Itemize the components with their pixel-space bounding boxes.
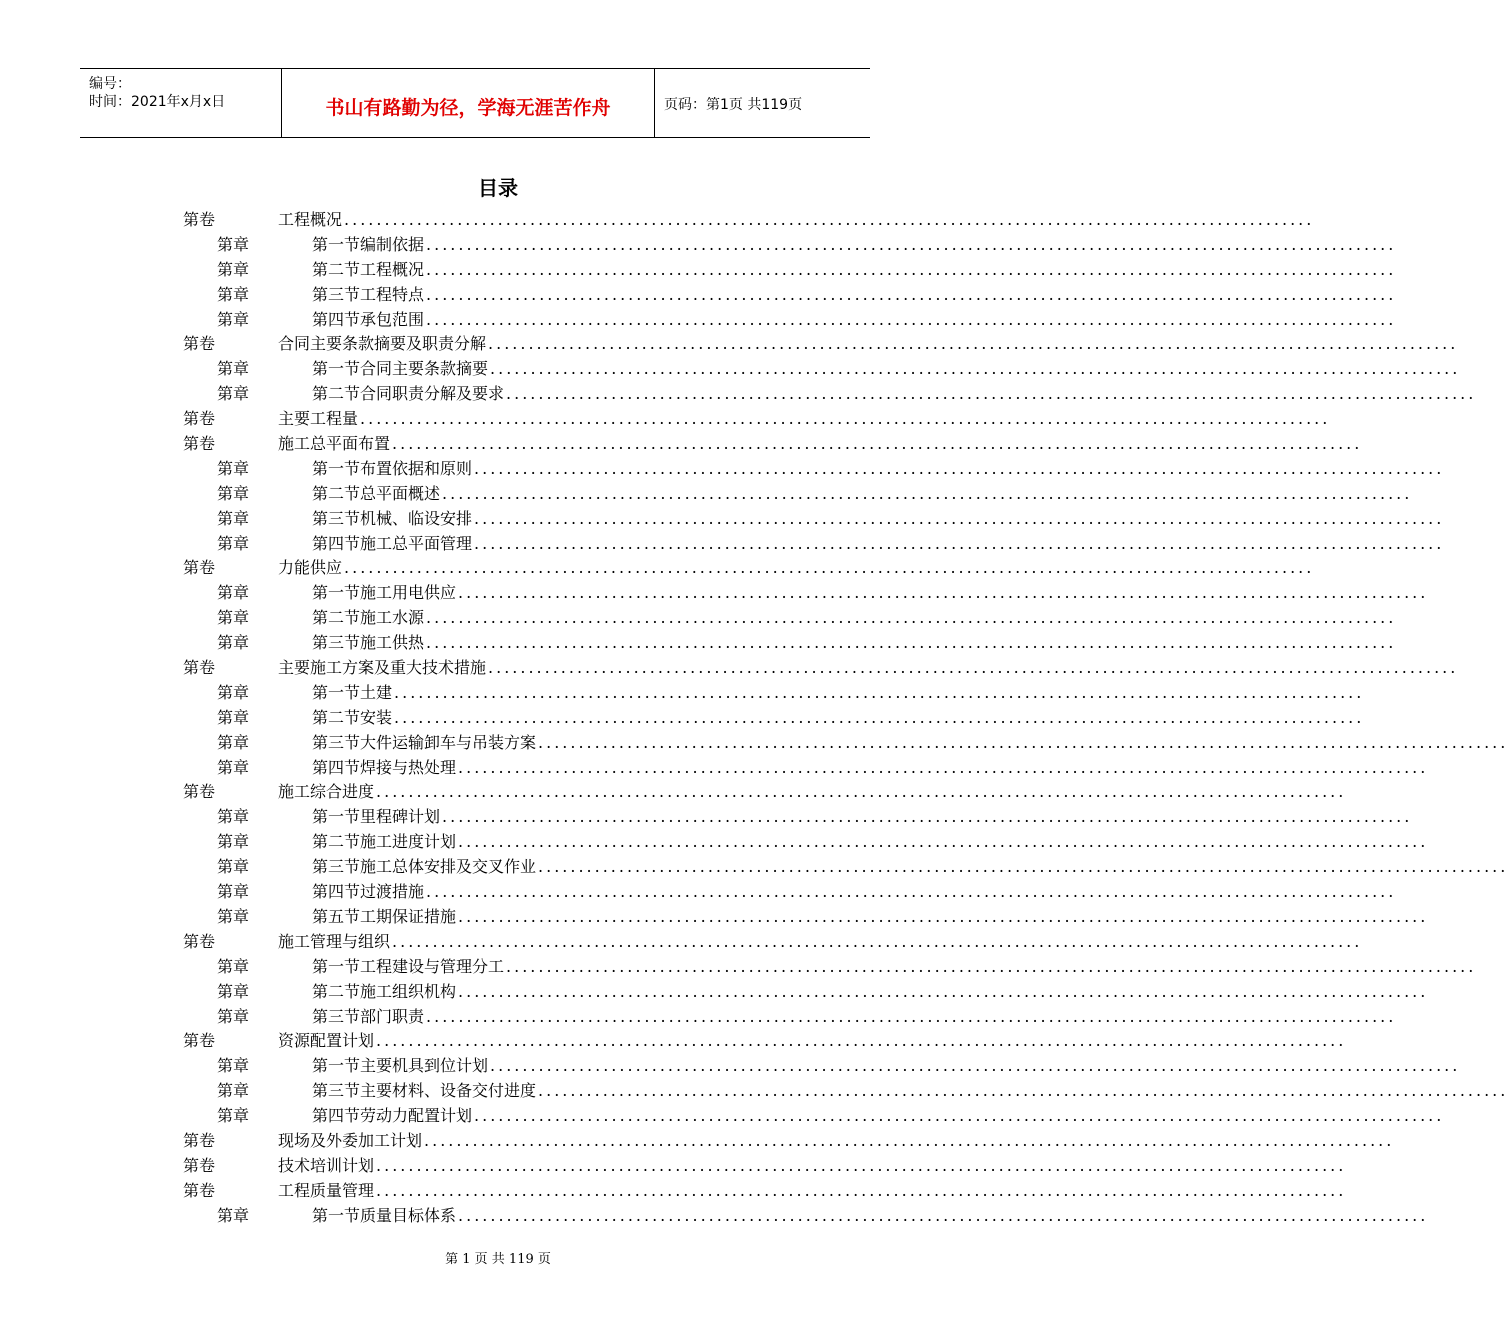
- toc-dot-leader: ........................................................................................................................: [426, 1006, 1397, 1026]
- toc-entry-label: 第卷: [183, 434, 216, 454]
- toc-entry-label: 第章: [217, 458, 250, 478]
- toc-dot-leader: ........................................................................................................................: [426, 234, 1397, 254]
- toc-entry-title: 工程概况: [278, 210, 343, 229]
- toc-chapter-entry[interactable]: [0, 706, 1365, 731]
- toc-entry-title: 第二节施工水源: [312, 608, 425, 628]
- toc-entry-title: 第一节布置依据和原则: [312, 458, 473, 478]
- toc-chapter-entry[interactable]: [0, 1204, 1429, 1229]
- toc-entry-label: 第章: [217, 707, 250, 727]
- toc-entry-label: 第章: [217, 234, 250, 254]
- toc-entry-title: 第三节部门职责: [312, 1006, 425, 1026]
- toc-entry-label: 第章: [217, 309, 250, 329]
- toc-entry-line: [312, 308, 1397, 333]
- toc-entry-label: 第章: [217, 384, 250, 404]
- toc-entry-title: 第三节施工总体安排及交叉作业: [312, 857, 537, 877]
- toc-entry-line: [312, 905, 1429, 930]
- toc-entry-line: [312, 1005, 1397, 1030]
- header-meta: [80, 69, 280, 137]
- toc-dot-leader: ........................................................................................................................: [458, 757, 1429, 777]
- toc-dot-leader: ........................................................................................................................: [458, 1205, 1429, 1225]
- toc-entry-label: 第卷: [183, 658, 216, 678]
- toc-entry-title: 施工总平面布置: [278, 434, 391, 454]
- toc-entry-line: [312, 606, 1397, 631]
- toc-entry-line: [278, 656, 1459, 681]
- toc-chapter-entry[interactable]: [0, 1079, 1508, 1104]
- toc-chapter-entry[interactable]: [0, 233, 1397, 258]
- toc-dot-leader: ........................................................................................................................: [394, 707, 1365, 727]
- toc-entry-label: 第章: [217, 608, 250, 628]
- toc-entry-title: 合同主要条款摘要及职责分解: [278, 334, 487, 354]
- toc-entry-label: 第章: [217, 1205, 250, 1225]
- toc-entry-title: 施工综合进度: [278, 782, 375, 802]
- toc-entry-title: 技术培训计划: [278, 1155, 375, 1175]
- toc-dot-leader: ........................................................................................................................: [474, 533, 1445, 553]
- toc-entry-line: [278, 556, 1315, 581]
- toc-entry-label: 第卷: [183, 1180, 216, 1200]
- toc-entry-line: [312, 1079, 1508, 1104]
- toc-chapter-entry[interactable]: [0, 855, 1508, 880]
- toc-chapter-entry[interactable]: [0, 1005, 1397, 1030]
- date-line: 时间：2021年x月x日: [89, 94, 226, 110]
- toc-entry-title: 第二节施工进度计划: [312, 832, 457, 852]
- toc-dot-leader: ........................................................................................................................: [442, 483, 1413, 503]
- toc-entry-title: 第三节主要材料、设备交付进度: [312, 1081, 537, 1101]
- toc-dot-leader: ........................................................................................................................: [360, 409, 1331, 429]
- toc-entry-line: [312, 1204, 1429, 1229]
- toc-dot-leader: ........................................................................................................................: [424, 1130, 1395, 1150]
- toc-entry-label: 第卷: [183, 334, 216, 354]
- toc-entry-label: 第章: [217, 508, 250, 528]
- toc-entry-line: [312, 756, 1429, 781]
- toc-chapter-entry[interactable]: [0, 756, 1429, 781]
- toc-entry-label: 第章: [217, 757, 250, 777]
- toc-entry-line: [312, 980, 1429, 1005]
- toc-entry-line: [312, 1054, 1461, 1079]
- toc-entry-label: 第章: [217, 1056, 250, 1076]
- toc-entry-title: 第二节安装: [312, 707, 393, 727]
- toc-entry-line: [312, 706, 1365, 731]
- toc-dot-leader: ........................................................................................................................: [474, 508, 1445, 528]
- toc-chapter-entry[interactable]: [0, 482, 1413, 507]
- toc-dot-leader: ........................................................................................................................: [488, 334, 1459, 354]
- toc-dot-leader: ........................................................................................................................: [426, 309, 1397, 329]
- toc-entry-title: 第四节承包范围: [312, 309, 425, 329]
- toc-volume-entry[interactable]: [0, 1129, 1395, 1154]
- toc-volume-entry[interactable]: [0, 1154, 1347, 1179]
- toc-entry-line: [312, 731, 1508, 756]
- toc-chapter-entry[interactable]: [0, 1054, 1461, 1079]
- toc-entry-line: [312, 258, 1397, 283]
- page-footer: 第 1 页 共 119 页: [445, 1252, 551, 1267]
- toc-chapter-entry[interactable]: [0, 631, 1397, 656]
- toc-volume-entry[interactable]: [0, 432, 1363, 457]
- toc-entry-label: 第卷: [183, 1130, 216, 1150]
- toc-dot-leader: ........................................................................................................................: [426, 608, 1397, 628]
- toc-entry-title: 第一节合同主要条款摘要: [312, 359, 489, 379]
- toc-entry-label: 第章: [217, 882, 250, 902]
- toc-entry-label: 第章: [217, 259, 250, 279]
- toc-dot-leader: ........................................................................................................................: [538, 732, 1508, 752]
- toc-entry-label: 第章: [217, 1081, 250, 1101]
- toc-entry-line: [312, 457, 1445, 482]
- toc-chapter-entry[interactable]: [0, 955, 1477, 980]
- toc-entry-label: 第章: [217, 981, 250, 1001]
- toc-dot-leader: ........................................................................................................................: [458, 832, 1429, 852]
- toc-entry-line: [312, 357, 1461, 382]
- toc-entry-line: [312, 1104, 1445, 1129]
- toc-volume-entry[interactable]: [0, 780, 1347, 805]
- toc-volume-entry[interactable]: [0, 656, 1459, 681]
- toc-entry-line: [312, 880, 1397, 905]
- toc-entry-label: 第章: [217, 1106, 250, 1126]
- toc-entry-title: 第四节焊接与热处理: [312, 757, 457, 777]
- toc-dot-leader: ........................................................................................................................: [442, 807, 1413, 827]
- toc-entry-line: [312, 955, 1477, 980]
- toc-entry-title: 第一节施工用电供应: [312, 583, 457, 603]
- toc-dot-leader: ........................................................................................................................: [376, 1180, 1347, 1200]
- toc-chapter-entry[interactable]: [0, 830, 1429, 855]
- toc-chapter-entry[interactable]: [0, 283, 1397, 308]
- toc-chapter-entry[interactable]: [0, 805, 1413, 830]
- toc-title: 目录: [478, 176, 518, 200]
- toc-entry-label: 第章: [217, 533, 250, 553]
- toc-entry-label: 第章: [217, 1006, 250, 1026]
- toc-entry-label: 第卷: [183, 782, 216, 802]
- toc-entry-line: [312, 855, 1508, 880]
- toc-volume-entry[interactable]: [0, 930, 1363, 955]
- toc-entry-title: 施工管理与组织: [278, 931, 391, 951]
- toc-entry-title: 第一节质量目标体系: [312, 1205, 457, 1225]
- toc-entry-label: 第卷: [183, 1031, 216, 1051]
- toc-chapter-entry[interactable]: [0, 357, 1461, 382]
- toc-entry-label: 第章: [217, 857, 250, 877]
- toc-entry-title: 第四节施工总平面管理: [312, 533, 473, 553]
- toc-chapter-entry[interactable]: [0, 606, 1397, 631]
- toc-entry-label: 第章: [217, 284, 250, 304]
- toc-entry-line: [278, 332, 1459, 357]
- toc-dot-leader: ........................................................................................................................: [538, 857, 1508, 877]
- toc-dot-leader: ........................................................................................................................: [344, 558, 1315, 578]
- toc-entry-label: 第章: [217, 583, 250, 603]
- toc-entry-line: [312, 532, 1445, 557]
- toc-entry-title: 力能供应: [278, 558, 343, 578]
- toc-entry-title: 资源配置计划: [278, 1031, 375, 1051]
- toc-dot-leader: ........................................................................................................................: [376, 1155, 1347, 1175]
- toc-entry-line: [278, 1129, 1395, 1154]
- toc-entry-label: 第章: [217, 682, 250, 702]
- toc-entry-label: 第卷: [183, 558, 216, 578]
- toc-entry-line: [278, 432, 1363, 457]
- toc-chapter-entry[interactable]: [0, 382, 1477, 407]
- toc-entry-line: [312, 830, 1429, 855]
- toc-entry-title: 第三节大件运输卸车与吊装方案: [312, 732, 537, 752]
- toc-entry-label: 第章: [217, 633, 250, 653]
- toc-chapter-entry[interactable]: [0, 507, 1445, 532]
- toc-entry-title: 第三节机械、临设安排: [312, 508, 473, 528]
- toc-entry-title: 第三节施工供热: [312, 633, 425, 653]
- toc-volume-entry[interactable]: [0, 208, 1315, 233]
- toc-entry-label: 第卷: [183, 210, 216, 229]
- toc-entry-title: 工程质量管理: [278, 1180, 375, 1200]
- toc-entry-line: [312, 482, 1413, 507]
- toc-entry-line: [278, 930, 1363, 955]
- toc-entry-line: [278, 407, 1331, 432]
- serial-number-label: 编号：: [89, 76, 131, 92]
- toc-entry-title: 第三节工程特点: [312, 284, 425, 304]
- toc-chapter-entry[interactable]: [0, 905, 1429, 930]
- toc-entry-title: 第二节施工组织机构: [312, 981, 457, 1001]
- toc-chapter-entry[interactable]: [0, 308, 1397, 333]
- toc-chapter-entry[interactable]: [0, 731, 1508, 756]
- header-page-info: 页码：第1页 共119页: [664, 97, 803, 113]
- header-motto-cell: [281, 69, 655, 137]
- toc-entry-line: [312, 233, 1397, 258]
- toc-chapter-entry[interactable]: [0, 457, 1445, 482]
- toc-dot-leader: ........................................................................................................................: [392, 931, 1363, 951]
- toc-entry-label: 第章: [217, 732, 250, 752]
- toc-chapter-entry[interactable]: [0, 880, 1397, 905]
- toc-entry-line: [312, 507, 1445, 532]
- toc-chapter-entry[interactable]: [0, 980, 1429, 1005]
- toc-volume-entry[interactable]: [0, 1179, 1347, 1204]
- toc-dot-leader: ........................................................................................................................: [458, 583, 1429, 603]
- toc-entry-title: 现场及外委加工计划: [278, 1130, 423, 1150]
- toc-dot-leader: ........................................................................................................................: [376, 782, 1347, 802]
- toc-entry-label: 第章: [217, 807, 250, 827]
- toc-chapter-entry[interactable]: [0, 1104, 1445, 1129]
- toc-entry-title: 第二节工程概况: [312, 259, 425, 279]
- toc-entry-label: 第卷: [183, 1155, 216, 1175]
- toc-entry-title: 第一节土建: [312, 682, 393, 702]
- toc-entry-line: [312, 631, 1397, 656]
- toc-entry-title: 第五节工期保证措施: [312, 906, 457, 926]
- toc-entry-label: 第卷: [183, 409, 216, 429]
- toc-entry-title: 第一节工程建设与管理分工: [312, 956, 505, 976]
- toc-chapter-entry[interactable]: [0, 258, 1397, 283]
- toc-dot-leader: ........................................................................................................................: [426, 259, 1397, 279]
- toc-entry-title: 第一节编制依据: [312, 234, 425, 254]
- toc-dot-leader: ........................................................................................................................: [538, 1081, 1508, 1101]
- toc-volume-entry[interactable]: [0, 556, 1315, 581]
- toc-entry-line: [278, 1029, 1347, 1054]
- toc-dot-leader: ........................................................................................................................: [376, 1031, 1347, 1051]
- toc-entry-title: 第二节合同职责分解及要求: [312, 384, 505, 404]
- toc-dot-leader: ........................................................................................................................: [458, 906, 1429, 926]
- toc-entry-label: 第章: [217, 483, 250, 503]
- toc-volume-entry[interactable]: [0, 1029, 1347, 1054]
- toc-dot-leader: ........................................................................................................................: [474, 1106, 1445, 1126]
- toc-entry-line: [312, 805, 1413, 830]
- toc-volume-entry[interactable]: [0, 332, 1459, 357]
- toc-entry-line: [312, 681, 1365, 706]
- header-motto: 书山有路勤为径，学海无涯苦作舟: [325, 97, 611, 119]
- toc-dot-leader: ........................................................................................................................: [506, 384, 1477, 404]
- toc-entry-line: [278, 1154, 1347, 1179]
- toc-dot-leader: ........................................................................................................................: [426, 284, 1397, 304]
- toc-entry-label: 第章: [217, 359, 250, 379]
- toc-entry-line: [278, 1179, 1347, 1204]
- toc-dot-leader: ........................................................................................................................: [458, 981, 1429, 1001]
- toc-chapter-entry[interactable]: [0, 581, 1429, 606]
- toc-entry-line: [278, 780, 1347, 805]
- toc-entry-title: 第二节总平面概述: [312, 483, 441, 503]
- toc-entry-title: 第一节主要机具到位计划: [312, 1056, 489, 1076]
- toc-entry-title: 主要工程量: [278, 409, 359, 429]
- toc-volume-entry[interactable]: [0, 407, 1331, 432]
- toc-entry-line: [312, 382, 1477, 407]
- table-of-contents: [0, 208, 1508, 1229]
- page-header: [80, 68, 870, 138]
- toc-dot-leader: ........................................................................................................................: [474, 458, 1445, 478]
- toc-dot-leader: ........................................................................................................................: [426, 633, 1397, 653]
- toc-dot-leader: ........................................................................................................................: [488, 658, 1459, 678]
- toc-entry-label: 第章: [217, 832, 250, 852]
- toc-entry-title: 主要施工方案及重大技术措施: [278, 658, 487, 678]
- toc-entry-line: [312, 283, 1397, 308]
- toc-entry-label: 第卷: [183, 931, 216, 951]
- toc-dot-leader: ........................................................................................................................: [392, 434, 1363, 454]
- toc-dot-leader: ........................................................................................................................: [506, 956, 1477, 976]
- toc-entry-label: 第章: [217, 906, 250, 926]
- toc-entry-title: 第一节里程碑计划: [312, 807, 441, 827]
- toc-dot-leader: ........................................................................................................................: [426, 882, 1397, 902]
- toc-dot-leader: ........................................................................................................................: [490, 359, 1461, 379]
- toc-entry-line: [312, 581, 1429, 606]
- toc-entry-line: [278, 208, 1315, 233]
- toc-chapter-entry[interactable]: [0, 532, 1445, 557]
- toc-chapter-entry[interactable]: [0, 681, 1365, 706]
- header-page-cell: [655, 69, 870, 137]
- toc-entry-title: 第四节劳动力配置计划: [312, 1106, 473, 1126]
- toc-dot-leader: ........................................................................................................................: [394, 682, 1365, 702]
- toc-dot-leader: ........................................................................................................................: [490, 1056, 1461, 1076]
- toc-entry-title: 第四节过渡措施: [312, 882, 425, 902]
- toc-entry-label: 第章: [217, 956, 250, 976]
- toc-dot-leader: ........................................................................................................................: [344, 210, 1315, 229]
